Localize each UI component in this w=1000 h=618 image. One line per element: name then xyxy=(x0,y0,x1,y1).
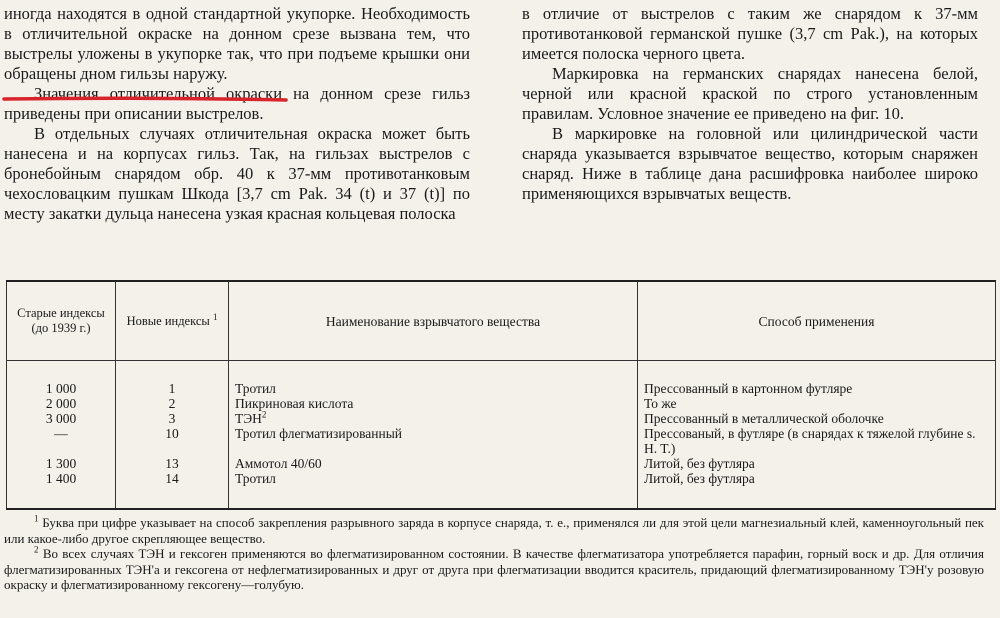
table-row xyxy=(7,411,996,426)
method-cell: То же xyxy=(638,396,996,411)
substance-cell: Тротил флегматизированный xyxy=(229,426,638,456)
new-index-cell: 3 xyxy=(116,411,229,426)
header-new-index-label: Новые индексы xyxy=(126,313,210,328)
paragraph: иногда находятся в одной стандартной укупорке. Необходимость в отличительной окраске на донном срезе вызвана тем, что выстрелы уложены в укупорке так, что при подъеме крышки они обращены дном гильзы наружу. xyxy=(4,4,470,83)
table-row xyxy=(7,426,996,456)
substance-cell: Пикриновая кислота xyxy=(229,396,638,411)
substance-cell: Тротил xyxy=(229,381,638,396)
footnote xyxy=(4,546,984,593)
footnote-mark: 1 xyxy=(34,513,39,524)
new-index-cell: 2 xyxy=(116,396,229,411)
substance-cell: Аммотол 40/60 xyxy=(229,456,638,471)
table-row xyxy=(7,471,996,486)
footnote-text: Во всех случаях ТЭН и гексоген применяются во флегматизированном состоянии. В качестве флегматизатора употребляется парафин, горный воск и др. Для отличия флегматизированных ТЭН'а и гексогена от нефлегматизированных и друг от друга при флегматизации вводится краситель, придающий флегматизированному ТЭН'у розовую окраску и флегматизированному гексогену—голубую. xyxy=(4,546,984,592)
table-row xyxy=(7,381,996,396)
left-text-column xyxy=(4,4,470,224)
table-header-row xyxy=(7,281,996,361)
footnote-text: Буква при цифре указывает на способ закрепления разрывного заряда в корпусе снаряда, т. е., применялся ли для этой цели магнезиальный клей, каменноугольный пек или какое-либо другое скрепляющее вещество. xyxy=(4,515,985,546)
new-index-cell: 1 xyxy=(116,381,229,396)
old-index-cell: 1 000 xyxy=(7,381,116,396)
paragraph: Маркировка на германских снарядах нанесена белой, черной или красной краской по строго установленным правилам. Условное значение ее приведено на фиг. 10. xyxy=(522,64,978,123)
footnotes xyxy=(4,515,984,593)
header-application-method: Способ применения xyxy=(638,281,996,361)
new-index-cell: 10 xyxy=(116,426,229,456)
substance-cell xyxy=(229,411,638,426)
old-index-cell: 3 000 xyxy=(7,411,116,426)
method-cell: Прессованный в картонном футляре xyxy=(638,381,996,396)
substance-cell: Тротил xyxy=(229,471,638,486)
method-cell: Литой, без футляра xyxy=(638,456,996,471)
paragraph: В отдельных случаях отличительная окраска может быть нанесена и на корпусах гильз. Так, на гильзах выстрелов с бронебойным снарядом обр. 40 к 37-мм противотанковым чехословацким пушкам Шкода [3,7 cm Pak. 34 (t) и 37 (t)] по месту закатки дульца нанесена узкая красная кольцевая полоска xyxy=(4,124,470,223)
paragraph: Значения отличительной окраски на донном срезе гильз приведены при описании выстрелов. xyxy=(4,84,470,123)
old-index-cell: — xyxy=(7,426,116,456)
explosives-table xyxy=(6,280,996,510)
new-index-cell: 14 xyxy=(116,471,229,486)
substance-name: ТЭН xyxy=(235,411,262,426)
old-index-cell: 1 400 xyxy=(7,471,116,486)
paragraph: В маркировке на головной или цилиндрической части снаряда указывается взрывчатое вещество, которым снаряжен снаряд. Ниже в таблице дана расшифровка наиболее широко применяющихся взрывчатых веществ. xyxy=(522,124,978,203)
header-new-index xyxy=(116,281,229,361)
footnote-mark: 2 xyxy=(34,544,39,555)
footnote-mark: 2 xyxy=(261,409,267,420)
header-substance-name: Наименование взрывчатого вещества xyxy=(229,281,638,361)
header-old-index: Старые индексы (до 1939 г.) xyxy=(7,281,116,361)
new-index-cell: 13 xyxy=(116,456,229,471)
footnote-mark: 1 xyxy=(212,311,218,322)
old-index-cell: 2 000 xyxy=(7,396,116,411)
old-index-cell: 1 300 xyxy=(7,456,116,471)
footnote xyxy=(4,515,984,546)
table-row xyxy=(7,456,996,471)
method-cell: Прессованный в металлической оболочке xyxy=(638,411,996,426)
method-cell: Прессованый, в футляре (в снарядах к тяжелой глубине s. H. T.) xyxy=(638,426,996,456)
method-cell: Литой, без футляра xyxy=(638,471,996,486)
paragraph: в отличие от выстрелов с таким же снарядом к 37-мм противотанковой германской пушке (3,7 cm Pak.), на которых имеется полоска черного цвета. xyxy=(522,4,978,63)
right-text-column xyxy=(522,4,978,204)
red-marker-underline xyxy=(2,96,288,103)
table-row xyxy=(7,396,996,411)
